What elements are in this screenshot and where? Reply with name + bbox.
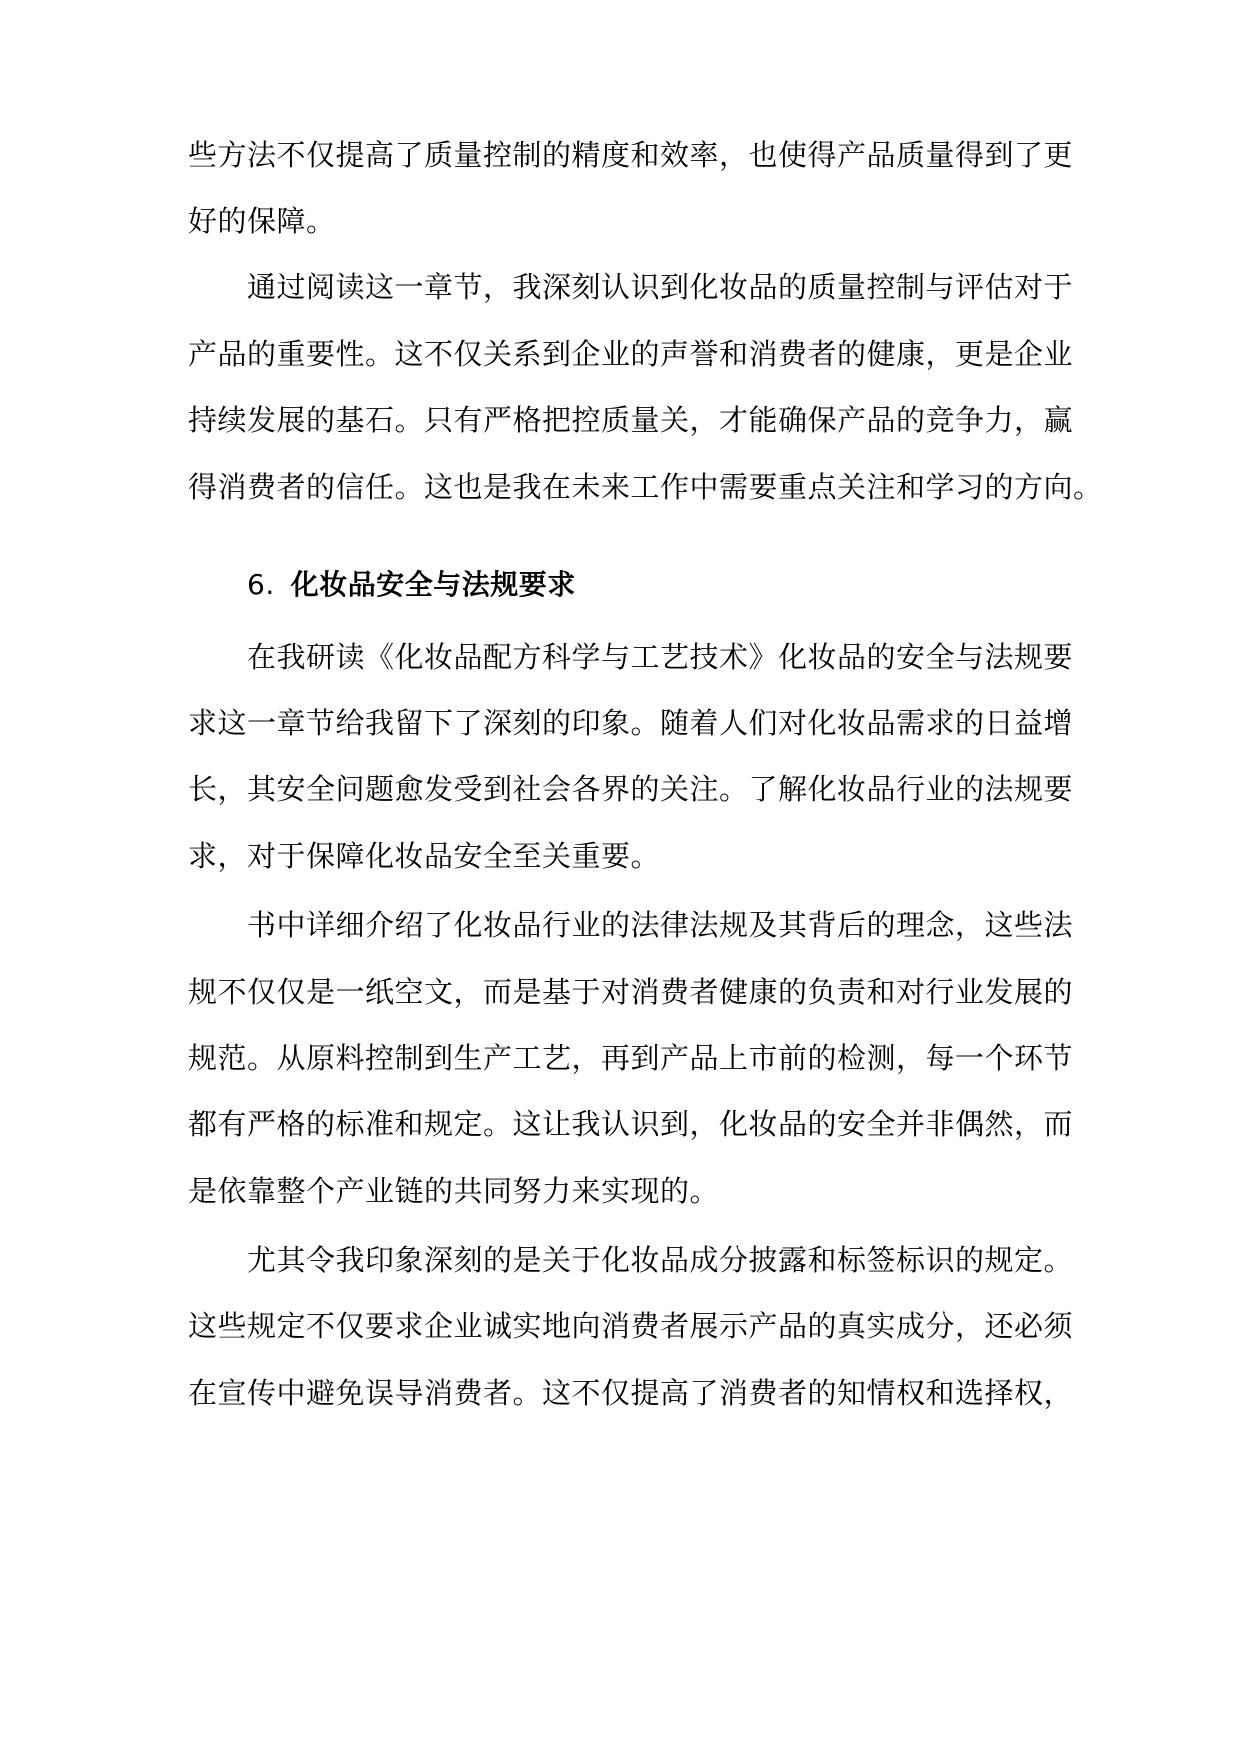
paragraph-line: 得消费者的信任。这也是我在未来工作中需要重点关注和学习的方向。: [188, 470, 1103, 504]
section-heading: [247, 565, 576, 605]
section-title: 化妆品安全与法规要求: [290, 568, 576, 601]
paragraph-line: 些方法不仅提高了质量控制的精度和效率，也使得产品质量得到了更: [188, 138, 1074, 172]
section-number: 6.: [247, 568, 275, 601]
paragraph-line: 持续发展的基石。只有严格把控质量关，才能确保产品的竞争力，赢: [188, 403, 1074, 437]
paragraph-line: 在我研读《化妆品配方科学与工艺技术》化妆品的安全与法规要: [247, 640, 1074, 674]
paragraph-line: 这些规定不仅要求企业诚实地向消费者展示产品的真实成分，还必须: [188, 1309, 1074, 1343]
paragraph-line: 求，对于保障化妆品安全至关重要。: [188, 839, 661, 873]
paragraph-line: 规范。从原料控制到生产工艺，再到产品上市前的检测，每一个环节: [188, 1041, 1074, 1075]
paragraph-line: 好的保障。: [188, 204, 336, 238]
paragraph-line: 通过阅读这一章节，我深刻认识到化妆品的质量控制与评估对于: [247, 270, 1074, 304]
paragraph-line: 求这一章节给我留下了深刻的印象。随着人们对化妆品需求的日益增: [188, 706, 1074, 740]
paragraph-line: 长，其安全问题愈发受到社会各界的关注。了解化妆品行业的法规要: [188, 772, 1074, 806]
paragraph-line: 尤其令我印象深刻的是关于化妆品成分披露和标签标识的规定。: [247, 1243, 1074, 1277]
paragraph-line: 书中详细介绍了化妆品行业的法律法规及其背后的理念，这些法: [247, 908, 1074, 942]
paragraph-line: 是依靠整个产业链的共同努力来实现的。: [188, 1174, 720, 1208]
paragraph-line: 规不仅仅是一纸空文，而是基于对消费者健康的负责和对行业发展的: [188, 975, 1074, 1009]
paragraph-line: 都有严格的标准和规定。这让我认识到，化妆品的安全并非偶然，而: [188, 1107, 1074, 1141]
paragraph-line: 产品的重要性。这不仅关系到企业的声誉和消费者的健康，更是企业: [188, 337, 1074, 371]
paragraph-line: 在宣传中避免误导消费者。这不仅提高了消费者的知情权和选择权，: [188, 1376, 1074, 1410]
